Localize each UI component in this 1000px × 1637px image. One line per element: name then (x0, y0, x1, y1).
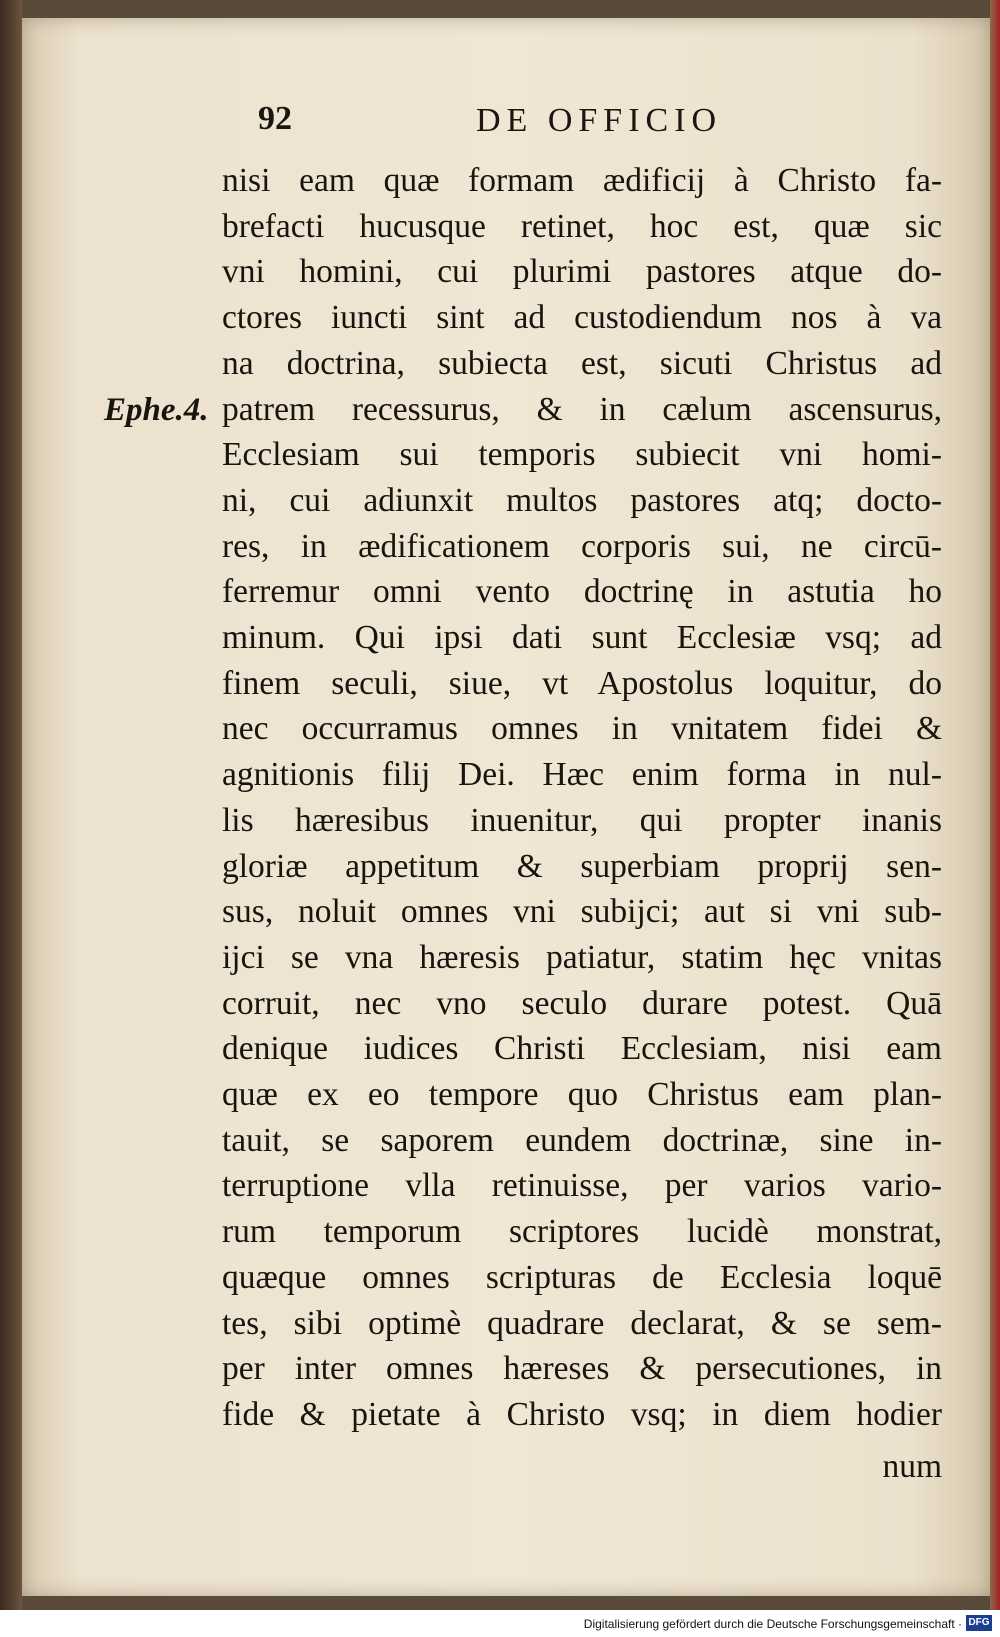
text-line: fide & pietate à Christo vsq; in diem hodier (222, 1395, 942, 1433)
text-line: ni, cui adiunxit multos pastores atq; docto‑ (222, 481, 942, 519)
text-line: nec occurramus omnes in vnitatem fidei & (222, 710, 942, 748)
text-block (222, 158, 942, 1489)
text-line: vni homini, cui plurimi pastores atque do‑ (222, 253, 942, 291)
text-line: ijci se vna hæresis patiatur, statim hęc vnitas (222, 938, 942, 976)
book-edge-right (990, 0, 1000, 1610)
text-line: ferremur omni vento doctrinę in astutia ho (222, 573, 942, 611)
funding-credit: Digitalisierung gefördert durch die Deutsche Forschungsgemeinschaft · (583, 1617, 962, 1631)
text-line: Ecclesiam sui temporis subiecit vni homi‑ (222, 436, 942, 474)
text-line: denique iudices Christi Ecclesiam, nisi eam (222, 1030, 942, 1068)
text-line: res, in ædificationem corporis sui, ne circū‑ (222, 527, 942, 565)
text-line: quæ ex eo tempore quo Christus eam plan‑ (222, 1076, 942, 1114)
text-line: na doctrina, subiecta est, sicuti Christus ad (222, 344, 942, 382)
text-line: minum. Qui ipsi dati sunt Ecclesiæ vsq; ad (222, 619, 942, 657)
text-line: tes, sibi optimè quadrare declarat, & se sem‑ (222, 1304, 942, 1342)
text-line: finem seculi, siue, vt Apostolus loquitur, do (222, 664, 942, 702)
running-head (258, 100, 738, 150)
text-line: corruit, nec vno seculo durare potest. Quā (222, 984, 942, 1022)
text-line: rum temporum scriptores lucidè monstrat, (222, 1213, 942, 1251)
book-edge-left (0, 0, 22, 1610)
margin-note: Ephe.4. (104, 392, 209, 428)
text-line: per inter omnes hæreses & persecutiones, in (222, 1350, 942, 1388)
text-line: terruptione vlla retinuisse, per varios vario‑ (222, 1167, 942, 1205)
text-line: ctores iuncti sint ad custodiendum nos à va (222, 299, 942, 337)
text-line: patrem recessurus, & in cælum ascensurus, (222, 390, 942, 428)
dfg-logo: DFG (966, 1615, 992, 1631)
text-line: tauit, se saporem eundem doctrinæ, sine in‑ (222, 1121, 942, 1159)
text-line: nisi eam quæ formam ædificij à Christo fa‑ (222, 162, 942, 199)
text-line: sus, noluit omnes vni subijci; aut si vni sub‑ (222, 893, 942, 931)
digitization-footer (0, 1612, 1000, 1637)
text-line: brefacti hucusque retinet, hoc est, quæ sic (222, 207, 942, 245)
running-title: DE OFFICIO (476, 102, 723, 139)
page-number: 92 (258, 100, 292, 137)
text-line: agnitionis filij Dei. Hæc enim forma in nul‑ (222, 756, 942, 794)
text-line: gloriæ appetitum & superbiam proprij sen‑ (222, 847, 942, 885)
text-line: quæque omnes scripturas de Ecclesia loquē (222, 1258, 942, 1296)
text-line: lis hæresibus inuenitur, qui propter inanis (222, 801, 942, 839)
catchword: num (882, 1447, 942, 1485)
